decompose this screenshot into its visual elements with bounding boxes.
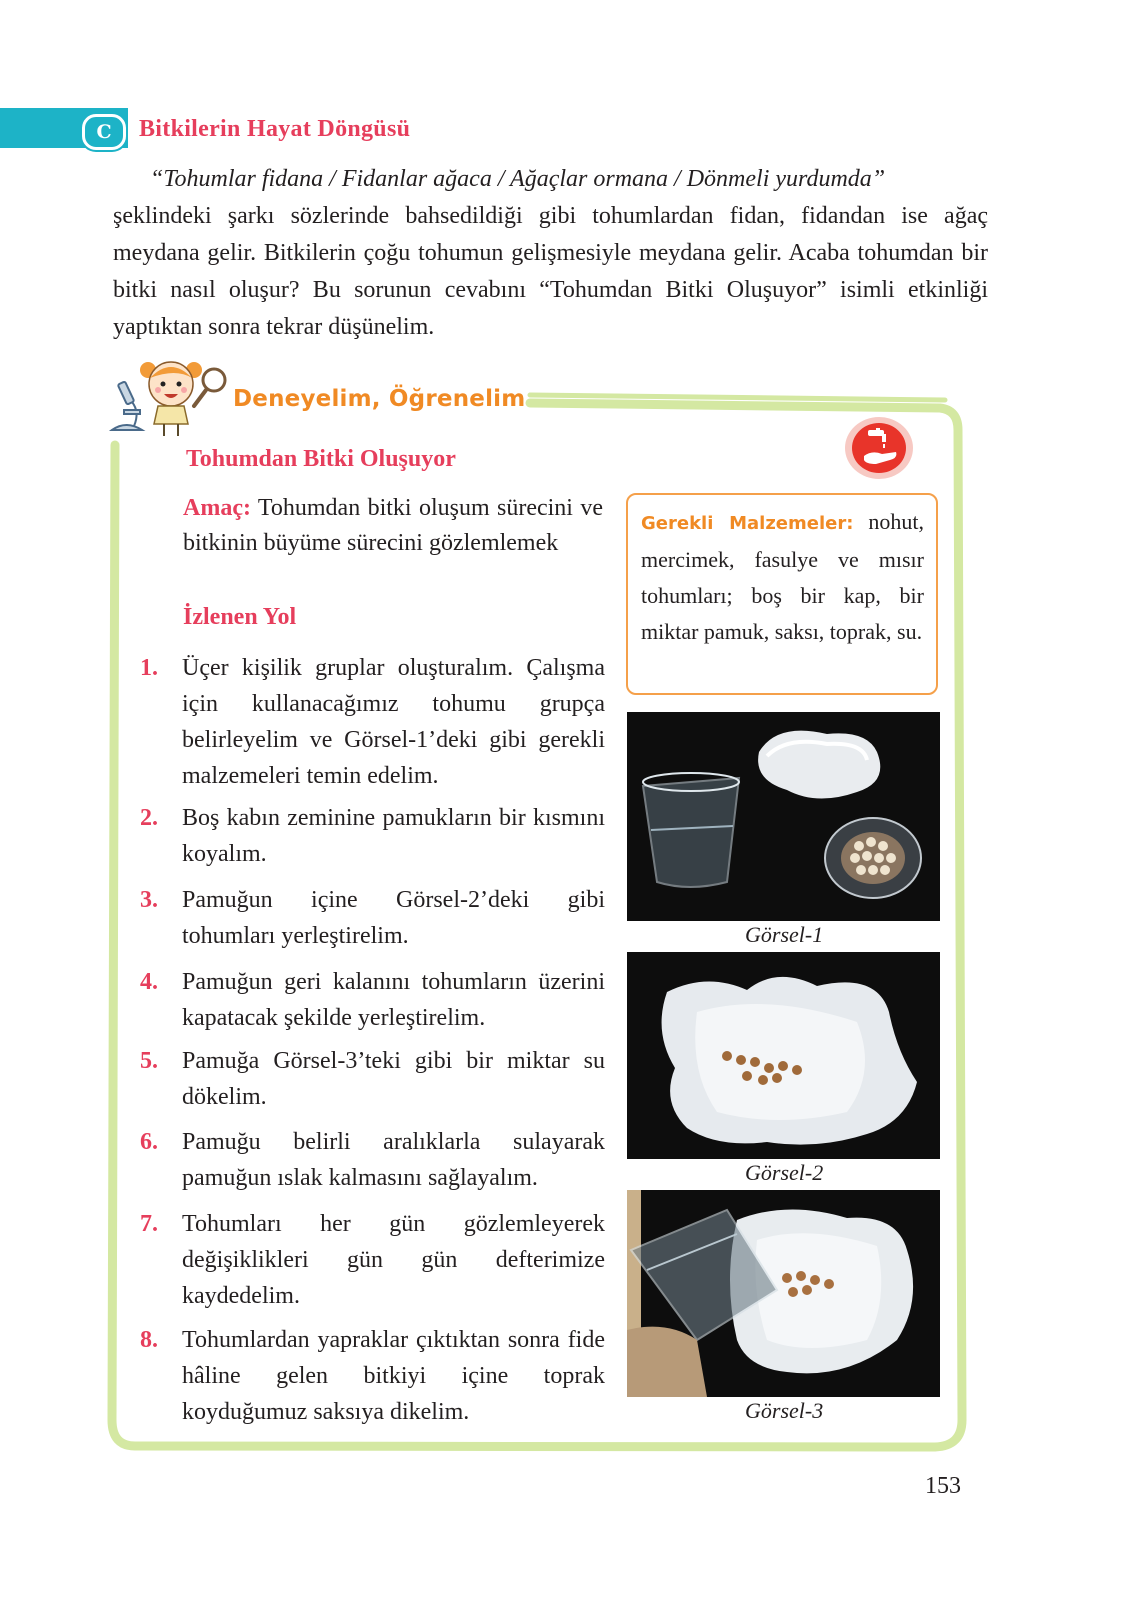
list-item: [140, 1206, 605, 1314]
step-number: 3.: [140, 887, 158, 913]
intro-quote: “Tohumlar fidana / Fidanlar ağaca / Ağaçlar ormana / Dönmeli yurdumda”: [150, 166, 886, 192]
list-item: [140, 1043, 605, 1115]
step-text: Tohumlardan yapraklar çıktıktan sonra fide hâline gelen bitkiyi içine toprak koyduğumuz saksıya dikelim.: [182, 1327, 605, 1425]
section-title: Bitkilerin Hayat Döngüsü: [139, 116, 411, 142]
photo-caption: Görsel-2: [745, 1160, 824, 1185]
step-text: Üçer kişilik gruplar oluşturalım. Çalışma için kullanacağımız tohumu grupça belirleyelim ve Görsel-1’deki gibi gerekli malzemeleri temin edelim.: [182, 655, 605, 789]
list-item: [140, 650, 605, 794]
experiment-title: Tohumdan Bitki Oluşuyor: [186, 446, 456, 472]
step-number: 5.: [140, 1048, 158, 1074]
photo-seeds-on-cotton: [627, 952, 940, 1159]
step-number: 2.: [140, 805, 158, 831]
list-item: [140, 1124, 605, 1196]
page-number: 153: [925, 1473, 961, 1499]
photo-caption: Görsel-3: [745, 1398, 824, 1423]
step-text: Pamuğa Görsel-3’teki gibi bir miktar su dökelim.: [182, 1048, 605, 1110]
materials-label: Gerekli Malzemeler:: [641, 513, 854, 534]
materials-list: nohut, mercimek, fasulye ve mısır tohumları; boş bir kap, bir miktar pamuk, saksı, toprak, su.: [641, 509, 924, 644]
step-text: Boş kabın zeminine pamukların bir kısmını koyalım.: [182, 805, 605, 867]
list-item: [140, 964, 605, 1036]
hand-washing-icon: [842, 414, 916, 482]
step-text: Pamuğun geri kalanını tohumların üzerini kapatacak şekilde yerleştirelim.: [182, 969, 605, 1031]
scientist-mascot-icon: [106, 350, 234, 442]
method-title: İzlenen Yol: [183, 604, 297, 630]
step-text: Pamuğu belirli aralıklarla sulayarak pamuğun ıslak kalmasını sağlayalım.: [182, 1129, 605, 1191]
list-item: [140, 800, 605, 872]
step-text: Pamuğun içine Görsel-2’deki gibi tohumları yerleştirelim.: [182, 887, 605, 949]
intro-paragraph: şeklindeki şarkı sözlerinde bahsedildiği gibi tohumlardan fidan, fidandan ise ağaç meydana gelir. Bitkilerin çoğu tohumun gelişmesiyle meydana gelir. Acaba tohumdan bir bitki nasıl oluşur? Bu sorunun cevabını “Tohumdan Bitki Oluşuyor” isimli etkinliği yaptıktan sonra tekrar düşünelim.: [113, 203, 988, 340]
photo-pouring-water: [627, 1190, 940, 1397]
step-number: 8.: [140, 1327, 158, 1353]
photo-materials: [627, 712, 940, 921]
step-text: Tohumları her gün gözlemleyerek değişiklikleri gün gün defterimize kaydedelim.: [182, 1211, 605, 1309]
aim-text: Tohumdan bitki oluşum sürecini ve bitkinin büyüme sürecini gözlemlemek: [183, 495, 603, 556]
photo-caption: Görsel-1: [745, 922, 824, 947]
step-number: 4.: [140, 969, 158, 995]
step-number: 1.: [140, 655, 158, 681]
list-item: [140, 882, 605, 954]
section-badge: C: [82, 114, 126, 150]
activity-heading: Deneyelim, Öğrenelim: [233, 386, 526, 412]
step-number: 7.: [140, 1211, 158, 1237]
materials-text: [641, 504, 924, 650]
list-item: [140, 1322, 605, 1430]
aim-paragraph: [183, 491, 603, 561]
aim-label: Amaç:: [183, 495, 251, 521]
step-number: 6.: [140, 1129, 158, 1155]
